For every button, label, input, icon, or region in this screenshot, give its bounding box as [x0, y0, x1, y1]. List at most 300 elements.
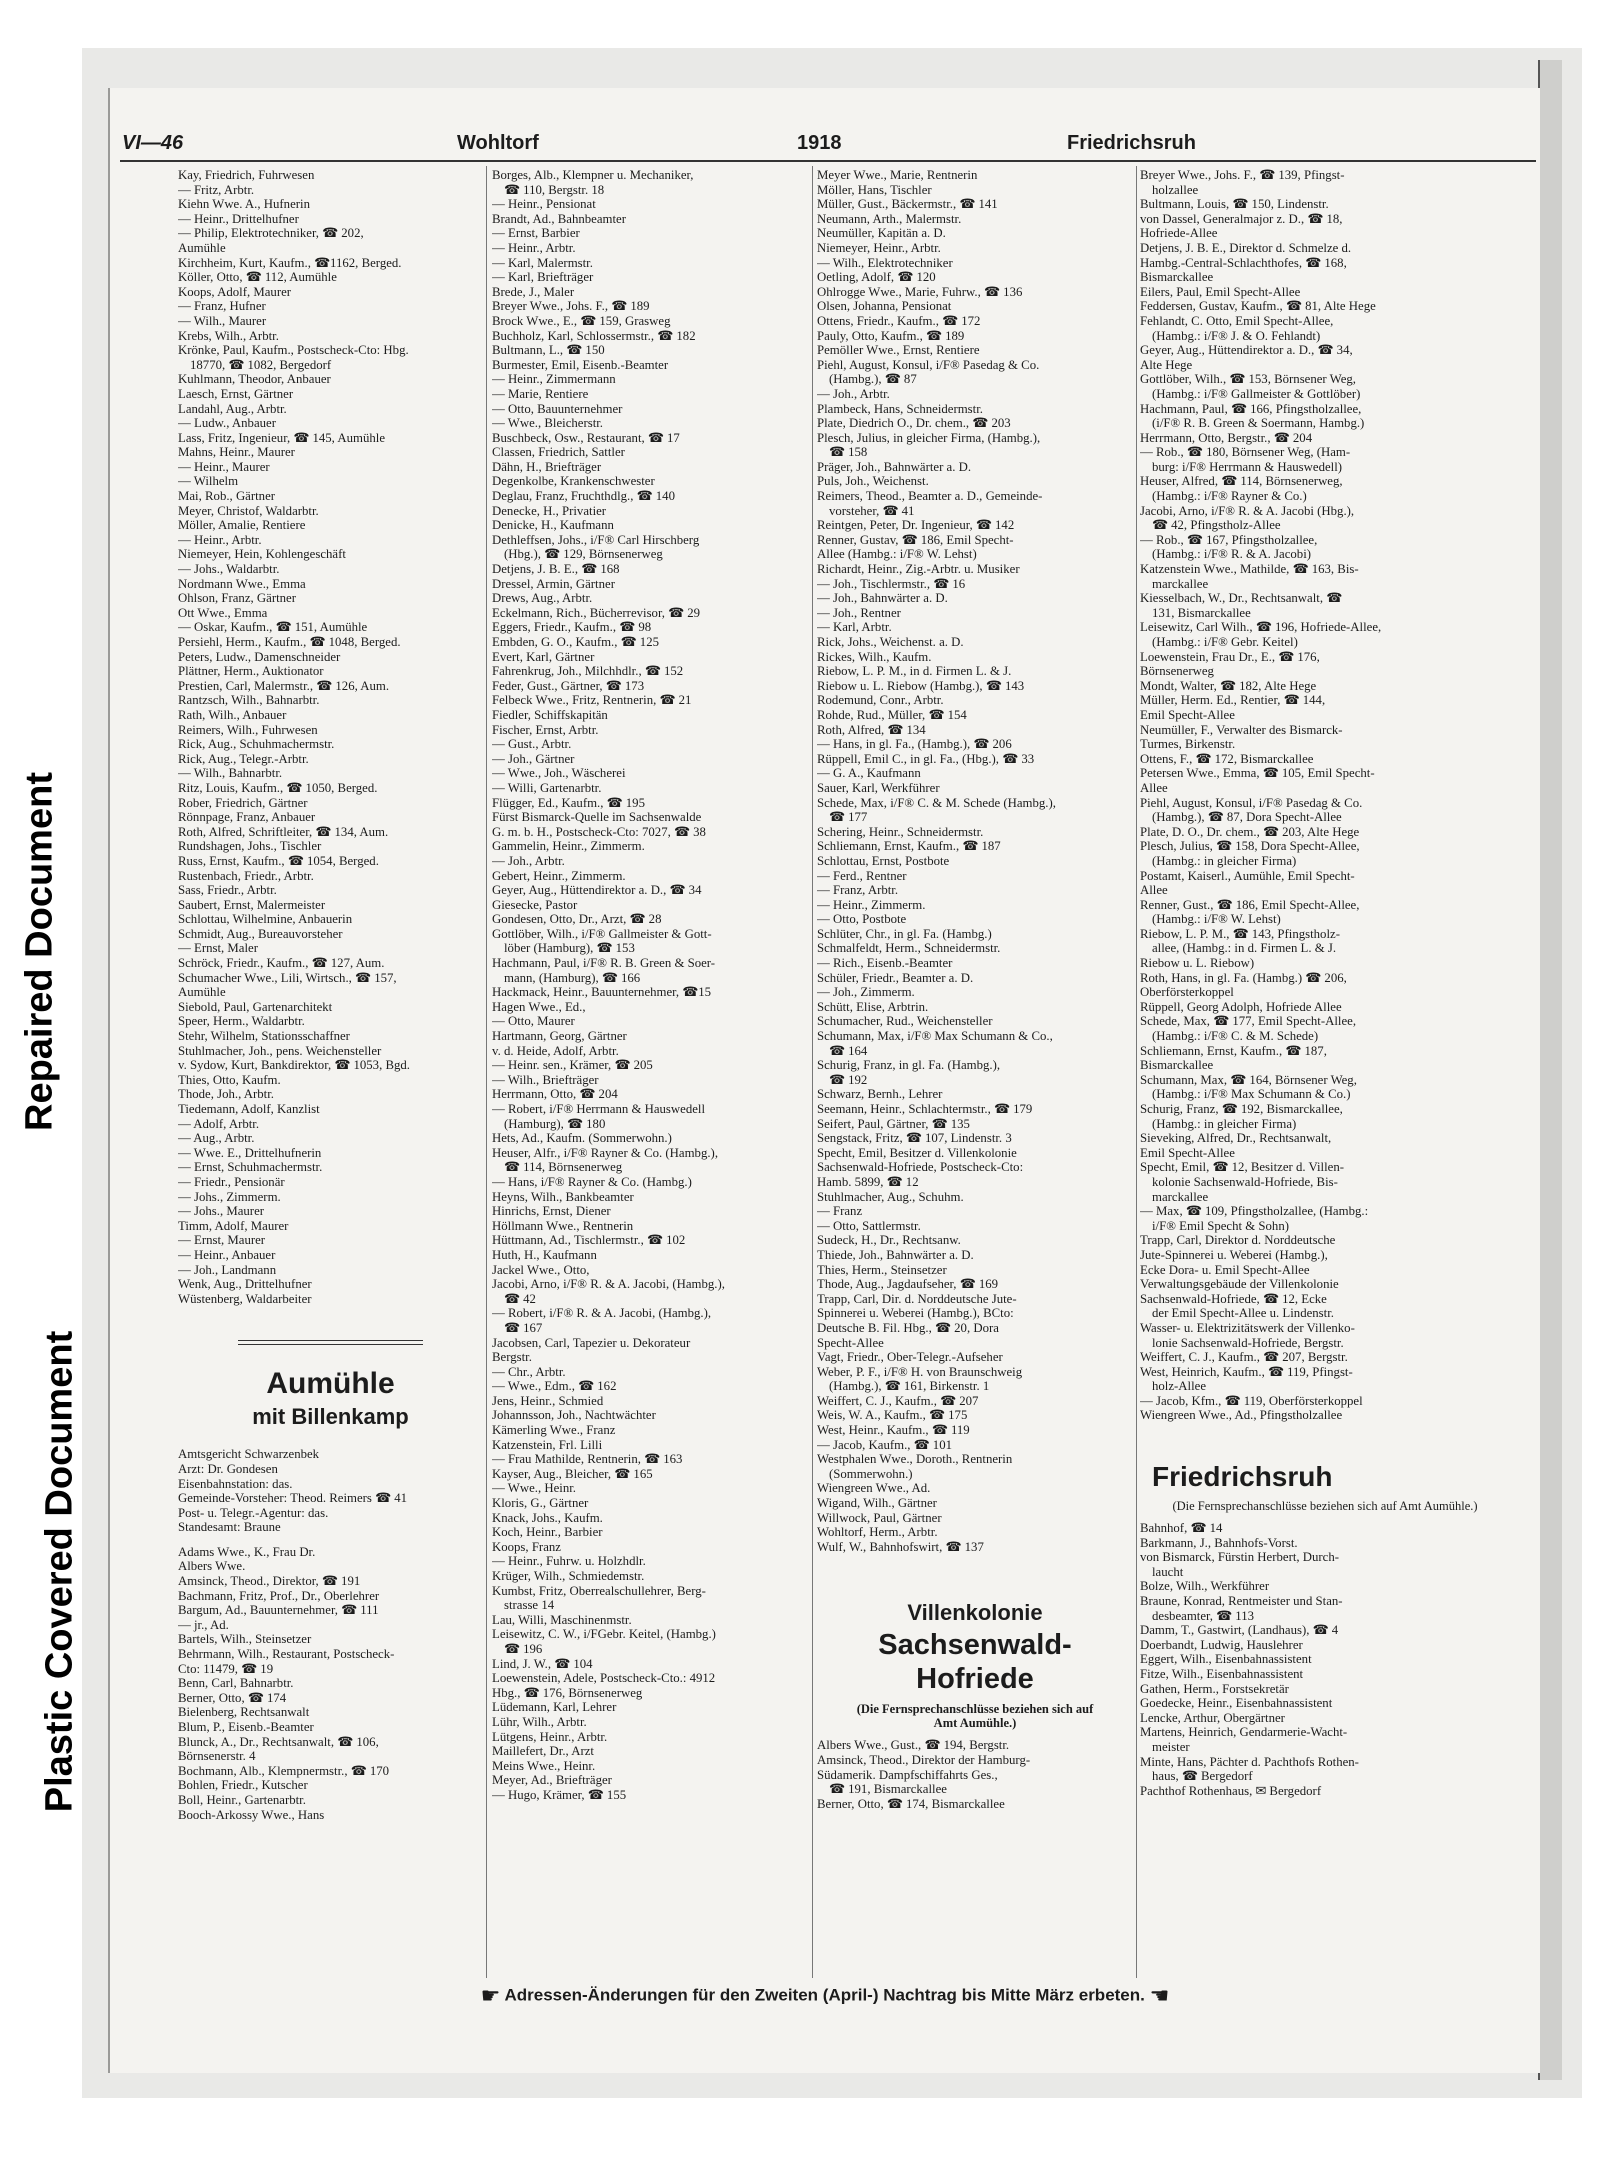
- directory-entry: Alte Hege: [1140, 357, 1193, 372]
- directory-entry: Neumüller, Kapitän a. D.: [817, 226, 946, 241]
- directory-entry: — Rob., ☎ 180, Börnsener Weg, (Ham-: [1140, 445, 1351, 460]
- directory-entry: Meyer Wwe., Marie, Rentnerin: [817, 168, 978, 182]
- directory-entry: Sachsenwald-Hofriede, ☎ 12, Ecke: [1140, 1291, 1327, 1306]
- directory-entry: Wenk, Aug., Drittelhufner: [178, 1277, 312, 1292]
- directory-entry: Petersen Wwe., Emma, ☎ 105, Emil Specht-: [1140, 766, 1375, 781]
- directory-entry: Burmester, Emil, Eisenb.-Beamter: [492, 357, 669, 372]
- directory-entry: ☎ 177: [829, 810, 868, 825]
- directory-entry: — Aug., Arbtr.: [178, 1131, 255, 1146]
- directory-entry: Leisewitz, C. W., i/FGebr. Keitel, (Hambg.): [492, 1627, 716, 1642]
- directory-entry: — Marie, Rentiere: [492, 386, 589, 401]
- directory-entry: — Jacob, Kaufm., ☎ 101: [817, 1437, 952, 1452]
- directory-entry: Schröck, Friedr., Kaufm., ☎ 127, Aum.: [178, 956, 385, 971]
- directory-entry: Speer, Herm., Waldarbtr.: [178, 1014, 305, 1029]
- directory-entry: Wasser- u. Elektrizitätswerk der Villenko-: [1140, 1320, 1355, 1335]
- directory-entry: Arzt: Dr. Gondesen: [178, 1461, 278, 1476]
- directory-entry: — Ernst, Maler: [178, 941, 258, 956]
- directory-entry: Blum, P., Eisenb.-Beamter: [178, 1720, 314, 1734]
- directory-entry: Renner, Gust., ☎ 186, Emil Specht-Allee,: [1140, 897, 1360, 912]
- directory-entry: — Hugo, Krämer, ☎ 155: [492, 1787, 627, 1802]
- directory-entry: Willwock, Paul, Gärtner: [817, 1510, 942, 1525]
- directory-entry: — Wilh., Maurer: [178, 313, 267, 328]
- directory-entry: — Philip, Elektrotechniker, ☎ 202,: [178, 226, 364, 241]
- section-ornament: [238, 1340, 423, 1345]
- directory-entry: Ohlrogge Wwe., Marie, Fuhrw., ☎ 136: [817, 284, 1023, 299]
- directory-entry: Roth, Hans, in gl. Fa. (Hambg.) ☎ 206,: [1140, 970, 1347, 985]
- header-left-place: Wohltorf: [457, 132, 539, 154]
- directory-entry: Hofriede-Allee: [1140, 226, 1218, 241]
- directory-entry: — Franz, Arbtr.: [817, 883, 899, 898]
- directory-entry: Hachmann, Paul, ☎ 166, Pfingstholzallee,: [1140, 401, 1362, 416]
- directory-entry: ☎ 110, Bergstr. 18: [504, 182, 605, 197]
- directory-entry: — Johs., Waldarbtr.: [178, 562, 280, 577]
- directory-entry: Plambeck, Hans, Schneidermstr.: [817, 401, 983, 416]
- directory-entry: Roth, Alfred, Schriftleiter, ☎ 134, Aum.: [178, 824, 389, 839]
- directory-entry: Wiengreen Wwe., Ad., Pfingstholzallee: [1140, 1408, 1343, 1423]
- directory-entry: Rickes, Wilh., Kaufm.: [817, 649, 932, 664]
- directory-entry: (Sommerwohn.): [829, 1466, 913, 1481]
- directory-entry: Timm, Adolf, Maurer: [178, 1218, 289, 1233]
- directory-entry: Möller, Amalie, Rentiere: [178, 518, 306, 533]
- directory-entry: Jute-Spinnerei u. Weberei (Hambg.),: [1140, 1247, 1328, 1262]
- directory-entry: Riebow u. L. Riebow (Hambg.), ☎ 143: [817, 678, 1025, 693]
- directory-entry: Gebert, Heinr., Zimmerm.: [492, 868, 626, 883]
- directory-entry: Sass, Friedr., Arbtr.: [178, 883, 277, 898]
- directory-entry: Behrmann, Wilh., Restaurant, Postscheck-: [178, 1647, 395, 1662]
- directory-entry: Maillefert, Dr., Arzt: [492, 1744, 594, 1759]
- directory-entry: (Hambg.: i/F® Gallmeister & Gottlöber): [1152, 386, 1361, 401]
- aumuehle-subtitle: mit Billenkamp: [252, 1404, 409, 1430]
- directory-entry: Hartmann, Georg, Gärtner: [492, 1029, 627, 1044]
- directory-entry: Wüstenberg, Waldarbeiter: [178, 1291, 312, 1306]
- directory-entry: Minte, Hans, Pächter d. Pachthofs Rothen-: [1140, 1754, 1359, 1769]
- directory-entry: Höllmann Wwe., Rentnerin: [492, 1218, 634, 1233]
- directory-entry: Mahns, Heinr., Maurer: [178, 445, 295, 460]
- directory-entry: Fürst Bismarck-Quelle im Sachsenwalde: [492, 810, 702, 825]
- directory-entry: Thies, Otto, Kaufm.: [178, 1072, 281, 1087]
- directory-entry: Classen, Friedrich, Sattler: [492, 445, 625, 460]
- directory-entry: Deutsche B. Fil. Hbg., ☎ 20, Dora: [817, 1320, 999, 1335]
- directory-entry: — Franz: [817, 1204, 863, 1219]
- directory-page: [108, 88, 1540, 2073]
- page-number: VI—46: [122, 132, 184, 154]
- directory-entry: Dressel, Armin, Gärtner: [492, 576, 615, 591]
- directory-entry: laucht: [1152, 1564, 1184, 1579]
- directory-entry: allee, (Hambg.: in d. Firmen L. & J.: [1152, 941, 1337, 956]
- directory-entry: haus, ☎ Bergedorf: [1152, 1769, 1253, 1784]
- directory-entry: — Ludw., Anbauer: [178, 416, 276, 431]
- directory-entry: Bismarckallee: [1140, 270, 1214, 285]
- directory-entry: Westphalen Wwe., Doroth., Rentnerin: [817, 1452, 1013, 1467]
- directory-entry: Rantzsch, Wilh., Bahnarbtr.: [178, 693, 320, 708]
- directory-entry: Renner, Gustav, ☎ 186, Emil Specht-: [817, 532, 1014, 547]
- directory-entry: Stuhlmacher, Aug., Schuhm.: [817, 1189, 964, 1204]
- directory-entry: — Karl, Briefträger: [492, 270, 594, 285]
- directory-entry: v. Sydow, Kurt, Bankdirektor, ☎ 1053, Bgd.: [178, 1058, 411, 1073]
- directory-entry: Heyns, Wilh., Bankbeamter: [492, 1189, 634, 1204]
- directory-entry: Rober, Friedrich, Gärtner: [178, 795, 308, 810]
- directory-entry: ☎ 42: [504, 1291, 536, 1306]
- directory-entry: Thode, Joh., Arbtr.: [178, 1087, 274, 1102]
- directory-entry: meister: [1152, 1739, 1190, 1754]
- entry-list: [178, 168, 483, 1306]
- directory-entry: Bultmann, L., ☎ 150: [492, 343, 605, 358]
- directory-entry: Sieveking, Alfred, Dr., Rechtsanwalt,: [1140, 1131, 1332, 1146]
- directory-entry: von Bismarck, Fürstin Herbert, Durch-: [1140, 1550, 1340, 1565]
- directory-entry: — Karl, Arbtr.: [817, 620, 892, 635]
- directory-entry: Blunck, A., Dr., Rechtsanwalt, ☎ 106,: [178, 1734, 379, 1749]
- directory-entry: Koops, Franz: [492, 1539, 561, 1554]
- plastic-covered-document-label: Plastic Covered Document: [38, 1330, 81, 1813]
- directory-entry: Bielenberg, Rechtsanwalt: [178, 1705, 310, 1720]
- directory-entry: Ritz, Louis, Kaufm., ☎ 1050, Berged.: [178, 780, 378, 795]
- directory-entry: Schede, Max, i/F® C. & M. Schede (Hambg.),: [817, 795, 1056, 810]
- directory-entry: Eckelmann, Rich., Bücherrevisor, ☎ 29: [492, 605, 701, 620]
- directory-entry: Landahl, Aug., Arbtr.: [178, 401, 287, 416]
- directory-entry: Saubert, Ernst, Malermeister: [178, 897, 326, 912]
- directory-entry: Plesch, Julius, in gleicher Firma, (Hambg.),: [817, 430, 1041, 445]
- column-3: [817, 168, 1133, 1811]
- directory-entry: Adams Wwe., K., Frau Dr.: [178, 1544, 316, 1559]
- aumuehle-entries: [178, 1545, 483, 1822]
- directory-entry: — Otto, Postbote: [817, 912, 907, 927]
- directory-entry: Niemeyer, Heinr., Arbtr.: [817, 240, 941, 255]
- directory-entry: West, Heinrich, Kaufm., ☎ 119, Pfingst-: [1140, 1364, 1353, 1379]
- directory-entry: holz-Allee: [1152, 1379, 1207, 1394]
- directory-entry: Ott Wwe., Emma: [178, 605, 268, 620]
- directory-entry: Bolze, Wilh., Werkführer: [1140, 1579, 1270, 1594]
- directory-entry: Weber, P. F., i/F® H. von Braunschweig: [817, 1364, 1023, 1379]
- directory-entry: Meins Wwe., Heinr.: [492, 1758, 596, 1773]
- directory-entry: ☎ 114, Börnsenerweg: [504, 1160, 623, 1175]
- directory-entry: Kirchheim, Kurt, Kaufm., ☎1162, Berged.: [178, 255, 402, 270]
- directory-entry: Rodemund, Conr., Arbtr.: [817, 693, 944, 708]
- directory-entry: Turmes, Birkenstr.: [1140, 737, 1236, 752]
- directory-entry: Heuser, Alfr., i/F® Rayner & Co. (Hambg.),: [492, 1145, 719, 1160]
- directory-entry: Fiedler, Schiffskapitän: [492, 707, 608, 722]
- directory-entry: Piehl, August, Konsul, i/F® Pasedag & Co.: [817, 357, 1040, 372]
- directory-entry: — Heinr., Zimmermann: [492, 372, 616, 387]
- directory-entry: Postamt, Kaiserl., Aumühle, Emil Specht-: [1140, 868, 1355, 883]
- page-header: [122, 132, 1534, 158]
- directory-entry: — Wilh., Briefträger: [492, 1072, 599, 1087]
- directory-entry: — Hans, i/F® Rayner & Co. (Hambg.): [492, 1174, 692, 1189]
- directory-entry: Knack, Johs., Kaufm.: [492, 1510, 603, 1525]
- directory-entry: Hagen Wwe., Ed.,: [492, 999, 586, 1014]
- directory-entry: — Heinr., Drittelhufner: [178, 211, 299, 226]
- directory-entry: Schüler, Friedr., Beamter a. D.: [817, 970, 974, 985]
- directory-entry: — Chr., Arbtr.: [492, 1364, 566, 1379]
- directory-entry: Amsinck, Theod., Direktor der Hamburg-: [817, 1753, 1031, 1767]
- directory-entry: Goedecke, Heinr., Eisenbahnassistent: [1140, 1696, 1333, 1711]
- entry-list: [1140, 168, 1540, 1423]
- directory-entry: Sauer, Karl, Werkführer: [817, 780, 940, 795]
- directory-entry: — Heinr., Anbauer: [178, 1247, 276, 1262]
- directory-entry: Ohlson, Franz, Gärtner: [178, 591, 296, 606]
- directory-entry: Degenkolbe, Krankenschwester: [492, 474, 655, 489]
- directory-entry: Schurig, Franz, in gl. Fa. (Hambg.),: [817, 1058, 1001, 1073]
- directory-entry: Plate, Diedrich O., Dr. chem., ☎ 203: [817, 416, 1011, 431]
- directory-entry: Trapp, Carl, Direktor d. Norddeutsche: [1140, 1233, 1336, 1248]
- directory-entry: Kämerling Wwe., Franz: [492, 1423, 616, 1438]
- footer-note: [110, 1983, 1540, 2009]
- directory-entry: Emil Specht-Allee: [1140, 707, 1235, 722]
- directory-entry: Hets, Ad., Kaufm. (Sommerwohn.): [492, 1131, 672, 1146]
- directory-entry: — Wilh., Bahnarbtr.: [178, 766, 283, 781]
- directory-entry: Leisewitz, Carl Wilh., ☎ 196, Hofriede-Allee,: [1140, 620, 1382, 635]
- directory-entry: ☎ 42, Pfingstholz-Allee: [1152, 518, 1281, 533]
- directory-entry: kolonie Sachsenwald-Hofriede, Bis-: [1152, 1174, 1338, 1189]
- directory-entry: — G. A., Kaufmann: [817, 766, 921, 781]
- directory-entry: — Robert, i/F® R. & A. Jacobi, (Hambg.),: [492, 1306, 712, 1321]
- directory-entry: Ecke Dora- u. Emil Specht-Allee: [1140, 1262, 1310, 1277]
- directory-entry: Reintgen, Peter, Dr. Ingenieur, ☎ 142: [817, 518, 1015, 533]
- directory-entry: Kloris, G., Gärtner: [492, 1496, 589, 1511]
- directory-entry: Neumüller, F., Verwalter des Bismarck-: [1140, 722, 1343, 737]
- directory-entry: — Fritz, Arbtr.: [178, 182, 255, 197]
- directory-entry: Weiffert, C. J., Kaufm., ☎ 207: [817, 1393, 979, 1408]
- friedrichsruh-title: Friedrichsruh: [1152, 1461, 1333, 1493]
- directory-entry: Sachsenwald-Hofriede, Postscheck-Cto:: [817, 1160, 1024, 1175]
- directory-entry: Emil Specht-Allee: [1140, 1145, 1235, 1160]
- directory-entry: Müller, Gust., Bäckermstr., ☎ 141: [817, 197, 998, 212]
- directory-entry: Schliemann, Ernst, Kaufm., ☎ 187: [817, 839, 1001, 854]
- directory-entry: Detjens, J. B. E., ☎ 168: [492, 562, 620, 577]
- directory-entry: lonie Sachsenwald-Hofriede, Bergstr.: [1152, 1335, 1344, 1350]
- directory-entry: Buschbeck, Osw., Restaurant, ☎ 17: [492, 430, 680, 445]
- directory-entry: Russ, Ernst, Kaufm., ☎ 1054, Berged.: [178, 853, 379, 868]
- directory-entry: Tiedemann, Adolf, Kanzlist: [178, 1102, 320, 1116]
- directory-entry: Rick, Aug., Schuhmachermstr.: [178, 737, 335, 752]
- directory-entry: — Ernst, Schuhmachermstr.: [178, 1160, 323, 1175]
- directory-entry: Schering, Heinr., Schneidermstr.: [817, 824, 984, 839]
- directory-entry: Richardt, Heinr., Zig.-Arbtr. u. Musiker: [817, 562, 1020, 577]
- directory-entry: Jens, Heinr., Schmied: [492, 1393, 604, 1408]
- directory-entry: Dethleffsen, Johs., i/F® Carl Hirschberg: [492, 532, 700, 547]
- directory-entry: i/F® Emil Specht & Sohn): [1152, 1218, 1289, 1233]
- directory-entry: (Hambg.), ☎ 161, Birkenstr. 1: [829, 1379, 990, 1394]
- directory-entry: Booch-Arkossy Wwe., Hans: [178, 1807, 325, 1822]
- directory-entry: Eisenbahnstation: das.: [178, 1476, 293, 1491]
- directory-entry: — Ferd., Rentner: [817, 868, 907, 883]
- directory-entry: Fitze, Wilh., Eisenbahnassistent: [1140, 1667, 1304, 1681]
- directory-entry: — Hans, in gl. Fa., (Hambg.), ☎ 206: [817, 737, 1012, 752]
- directory-entry: Geyer, Aug., Hüttendirektor a. D., ☎ 34: [492, 883, 702, 898]
- directory-entry: — Karl, Malermstr.: [492, 255, 593, 270]
- directory-entry: Gemeinde-Vorsteher: Theod. Reimers ☎ 41: [178, 1491, 408, 1506]
- directory-entry: Bergstr.: [492, 1350, 532, 1365]
- directory-entry: Loewenstein, Frau Dr., E., ☎ 176,: [1140, 649, 1320, 664]
- directory-entry: — Willi, Gartenarbtr.: [492, 780, 602, 795]
- directory-entry: Bochmann, Alb., Klempnermstr., ☎ 170: [178, 1763, 390, 1778]
- directory-entry: Vagt, Friedr., Ober-Telegr.-Aufseher: [817, 1350, 1003, 1365]
- directory-entry: Persiehl, Herm., Kaufm., ☎ 1048, Berged.: [178, 635, 401, 649]
- directory-entry: Rönnpage, Franz, Anbauer: [178, 810, 316, 825]
- directory-entry: Brock Wwe., E., ☎ 159, Grasweg: [492, 313, 671, 328]
- directory-entry: Präger, Joh., Bahnwärter a. D.: [817, 459, 972, 474]
- directory-entry: Katzenstein Wwe., Mathilde, ☎ 163, Bis-: [1140, 562, 1359, 577]
- directory-entry: Pauly, Otto, Kaufm., ☎ 189: [817, 328, 965, 343]
- directory-entry: Breyer Wwe., Johs. F., ☎ 189: [492, 299, 650, 314]
- directory-entry: (Hambg.: i/F® R. & A. Jacobi): [1152, 547, 1312, 562]
- directory-entry: Feder, Gust., Gärtner, ☎ 173: [492, 678, 645, 693]
- entry-list: [492, 168, 810, 1803]
- directory-entry: Albers Wwe.: [178, 1559, 246, 1574]
- directory-entry: — Robert, i/F® Herrmann & Hauswedell: [492, 1102, 706, 1116]
- directory-entry: Köller, Otto, ☎ 112, Aumühle: [178, 270, 337, 285]
- directory-entry: Kiehn Wwe. A., Hufnerin: [178, 197, 310, 212]
- directory-entry: — Joh., Landmann: [178, 1262, 277, 1277]
- directory-entry: Albers Wwe., Gust., ☎ 194, Bergstr.: [817, 1738, 1010, 1753]
- directory-entry: Stuhlmacher, Joh., pens. Weichensteller: [178, 1043, 382, 1058]
- directory-entry: Eilers, Paul, Emil Specht-Allee: [1140, 284, 1301, 299]
- directory-entry: Weiffert, C. J., Kaufm., ☎ 207, Bergstr.: [1140, 1350, 1348, 1365]
- directory-entry: — Joh., Rentner: [817, 605, 901, 620]
- directory-entry: Schwarz, Bernh., Lehrer: [817, 1087, 943, 1102]
- directory-entry: Feddersen, Gustav, Kaufm., ☎ 81, Alte Hege: [1140, 299, 1376, 314]
- directory-entry: Rüppell, Emil C., in gl. Fa., (Hbg.), ☎ 33: [817, 751, 1035, 766]
- directory-entry: desbeamter, ☎ 113: [1152, 1608, 1255, 1623]
- directory-entry: von Dassel, Generalmajor z. D., ☎ 18,: [1140, 211, 1343, 226]
- directory-entry: Schlüter, Chr., in gl. Fa. (Hambg.): [817, 926, 992, 941]
- directory-entry: Herrmann, Otto, Bergstr., ☎ 204: [1140, 430, 1313, 445]
- directory-entry: — Otto, Maurer: [492, 1014, 575, 1029]
- directory-entry: — Rob., ☎ 167, Pfingstholzallee,: [1140, 532, 1318, 547]
- directory-entry: ☎ 167: [504, 1320, 543, 1335]
- directory-entry: Koch, Heinr., Barbier: [492, 1525, 603, 1540]
- directory-entry: Peters, Ludw., Damenschneider: [178, 649, 341, 664]
- directory-entry: Bultmann, Louis, ☎ 150, Lindenstr.: [1140, 197, 1329, 212]
- column-divider: [486, 166, 487, 1978]
- directory-entry: Plate, D. O., Dr. chem., ☎ 203, Alte Hege: [1140, 824, 1360, 839]
- directory-entry: Roth, Alfred, ☎ 134: [817, 722, 926, 737]
- directory-entry: Reimers, Theod., Beamter a. D., Gemeinde-: [817, 489, 1043, 504]
- directory-entry: Rick, Johs., Weichenst. a. D.: [817, 635, 964, 649]
- repaired-document-label: Repaired Document: [18, 772, 61, 1131]
- directory-entry: Aumühle: [178, 985, 226, 1000]
- directory-entry: Hachmann, Paul, i/F® R. B. Green & Soer-: [492, 956, 716, 971]
- directory-entry: Oetling, Adolf, ☎ 120: [817, 270, 936, 285]
- directory-entry: (Hambg.: in gleicher Firma): [1152, 853, 1297, 868]
- directory-entry: Jacobi, Arno, i/F® R. & A. Jacobi (Hbg.),: [1140, 503, 1355, 518]
- directory-entry: Hambg.-Central-Schlachthofes, ☎ 168,: [1140, 255, 1347, 270]
- directory-entry: Thiede, Joh., Bahnwärter a. D.: [817, 1247, 974, 1262]
- directory-entry: Nordmann Wwe., Emma: [178, 576, 306, 591]
- directory-entry: Börnsenerstr. 4: [178, 1749, 256, 1764]
- directory-entry: Rick, Aug., Telegr.-Arbtr.: [178, 751, 309, 766]
- directory-entry: Damm, T., Gastwirt, (Landhaus), ☎ 4: [1140, 1623, 1339, 1638]
- directory-entry: Stehr, Wilhelm, Stationsschaffner: [178, 1029, 350, 1044]
- directory-entry: Pachthof Rothenhaus, ✉ Bergedorf: [1140, 1783, 1322, 1798]
- directory-entry: Amsinck, Theod., Direktor, ☎ 191: [178, 1574, 361, 1589]
- directory-entry: Hinrichs, Ernst, Diener: [492, 1204, 611, 1219]
- directory-entry: Fischer, Ernst, Arbtr.: [492, 722, 599, 737]
- directory-entry: Lütgens, Heinr., Arbtr.: [492, 1729, 608, 1744]
- directory-entry: (Hambg.), ☎ 87: [829, 372, 917, 387]
- directory-entry: (Hambg.), ☎ 87, Dora Specht-Allee: [1152, 810, 1342, 825]
- directory-entry: Gottlöber, Wilh., ☎ 153, Börnsener Weg,: [1140, 372, 1356, 387]
- directory-entry: Puls, Joh., Weichenst.: [817, 474, 929, 489]
- directory-entry: Lind, J. W., ☎ 104: [492, 1656, 593, 1671]
- directory-entry: Jacobsen, Carl, Tapezier u. Dekorateur: [492, 1335, 691, 1350]
- directory-entry: (Hambg.: i/F® Max Schumann & Co.): [1152, 1087, 1351, 1102]
- directory-entry: Lencke, Arthur, Obergärtner: [1140, 1710, 1285, 1725]
- directory-entry: Rundshagen, Johs., Tischler: [178, 839, 322, 854]
- directory-entry: — Wwe., Bleicherstr.: [492, 416, 603, 431]
- directory-entry: Südamerik. Dampfschiffahrts Ges.,: [817, 1767, 998, 1782]
- directory-entry: — Heinr., Pensionat: [492, 197, 596, 212]
- directory-entry: Breyer Wwe., Johs. F., ☎ 139, Pfingst-: [1140, 168, 1345, 182]
- pointing-hand-icon: ☛: [480, 1983, 501, 2008]
- directory-entry: Rüppell, Georg Adolph, Hofriede Allee: [1140, 999, 1342, 1014]
- directory-entry: Bohlen, Friedr., Kutscher: [178, 1778, 308, 1793]
- directory-entry: — Friedr., Pensionär: [178, 1174, 285, 1189]
- column-1: [178, 168, 483, 1822]
- directory-entry: Cto: 11479, ☎ 19: [178, 1661, 274, 1676]
- directory-entry: Piehl, August, Konsul, i/F® Pasedag & Co.: [1140, 795, 1363, 810]
- directory-entry: — Heinr., Arbtr.: [492, 240, 576, 255]
- directory-entry: Huth, H., Kaufmann: [492, 1247, 597, 1262]
- friedrichsruh-entries: [1140, 1521, 1540, 1798]
- directory-entry: ☎ 192: [829, 1072, 868, 1087]
- directory-entry: Mondt, Walter, ☎ 182, Alte Hege: [1140, 678, 1317, 693]
- directory-entry: (i/F® R. B. Green & Soermann, Hambg.): [1152, 416, 1365, 431]
- directory-entry: Evert, Karl, Gärtner: [492, 649, 595, 664]
- directory-entry: — Ernst, Maurer: [178, 1233, 266, 1248]
- directory-entry: Braune, Konrad, Rentmeister und Stan-: [1140, 1594, 1343, 1609]
- directory-entry: Doerbandt, Ludwig, Hauslehrer: [1140, 1637, 1303, 1652]
- directory-entry: — Adolf, Arbtr.: [178, 1116, 260, 1131]
- directory-entry: Schumann, Max, ☎ 164, Börnsener Weg,: [1140, 1072, 1357, 1087]
- directory-entry: Herrmann, Otto, ☎ 204: [492, 1087, 618, 1102]
- directory-entry: Schurig, Franz, ☎ 192, Bismarckallee,: [1140, 1102, 1343, 1116]
- pointing-hand-icon: ☚: [1149, 1983, 1170, 2008]
- directory-entry: Seifert, Paul, Gärtner, ☎ 135: [817, 1116, 970, 1131]
- directory-entry: Allee: [1140, 883, 1168, 898]
- column-2: [492, 168, 810, 1803]
- directory-entry: Mai, Rob., Gärtner: [178, 489, 276, 504]
- directory-entry: Felbeck Wwe., Fritz, Rentnerin, ☎ 21: [492, 693, 692, 708]
- directory-entry: Johannsson, Joh., Nachtwächter: [492, 1408, 656, 1423]
- directory-entry: Verwaltungsgebäude der Villenkolonie: [1140, 1277, 1339, 1292]
- directory-entry: Hackmack, Heinr., Bauunternehmer, ☎15: [492, 985, 712, 1000]
- directory-entry: Denecke, H., Privatier: [492, 503, 607, 518]
- directory-entry: Schliemann, Ernst, Kaufm., ☎ 187,: [1140, 1043, 1327, 1058]
- directory-entry: — Jacob, Kfm., ☎ 119, Oberförsterkoppel: [1140, 1393, 1363, 1408]
- directory-entry: Schumacher Wwe., Lili, Wirtsch., ☎ 157,: [178, 970, 397, 985]
- footer-text: Adressen-Änderungen für den Zweiten (April-) Nachtrag bis Mitte März erbeten.: [504, 1985, 1145, 2005]
- directory-entry: Plesch, Julius, ☎ 158, Dora Specht-Allee,: [1140, 839, 1360, 854]
- directory-entry: Amtsgericht Schwarzenbek: [178, 1447, 320, 1462]
- directory-entry: ☎ 191, Bismarckallee: [829, 1782, 947, 1797]
- directory-entry: — Heinr. sen., Krämer, ☎ 205: [492, 1058, 653, 1073]
- directory-entry: Detjens, J. B. E., Direktor d. Schmelze d.: [1140, 240, 1352, 255]
- directory-entry: Niemeyer, Hein, Kohlengeschäft: [178, 547, 346, 562]
- directory-entry: Barkmann, J., Bahnhofs-Vorst.: [1140, 1535, 1298, 1550]
- directory-entry: Schmalfeldt, Herm., Schneidermstr.: [817, 941, 1001, 956]
- directory-entry: (Hambg.: i/F® Rayner & Co.): [1152, 489, 1307, 504]
- directory-entry: Geyer, Aug., Hüttendirektor a. D., ☎ 34,: [1140, 343, 1353, 358]
- directory-entry: Schumacher, Rud., Weichensteller: [817, 1014, 993, 1029]
- directory-entry: Embden, G. O., Kaufm., ☎ 125: [492, 635, 659, 649]
- directory-entry: (Hbg.), ☎ 129, Börnsenerweg: [504, 547, 663, 562]
- directory-entry: Post- u. Telegr.-Agentur: das.: [178, 1505, 329, 1520]
- directory-entry: Riebow, L. P. M., ☎ 143, Pfingstholz-: [1140, 926, 1340, 941]
- directory-entry: Börnsenerweg: [1140, 664, 1214, 679]
- header-right-place: Friedrichsruh: [1067, 132, 1196, 154]
- directory-entry: Bismarckallee: [1140, 1058, 1214, 1073]
- directory-entry: Schlottau, Wilhelmine, Anbauerin: [178, 912, 353, 927]
